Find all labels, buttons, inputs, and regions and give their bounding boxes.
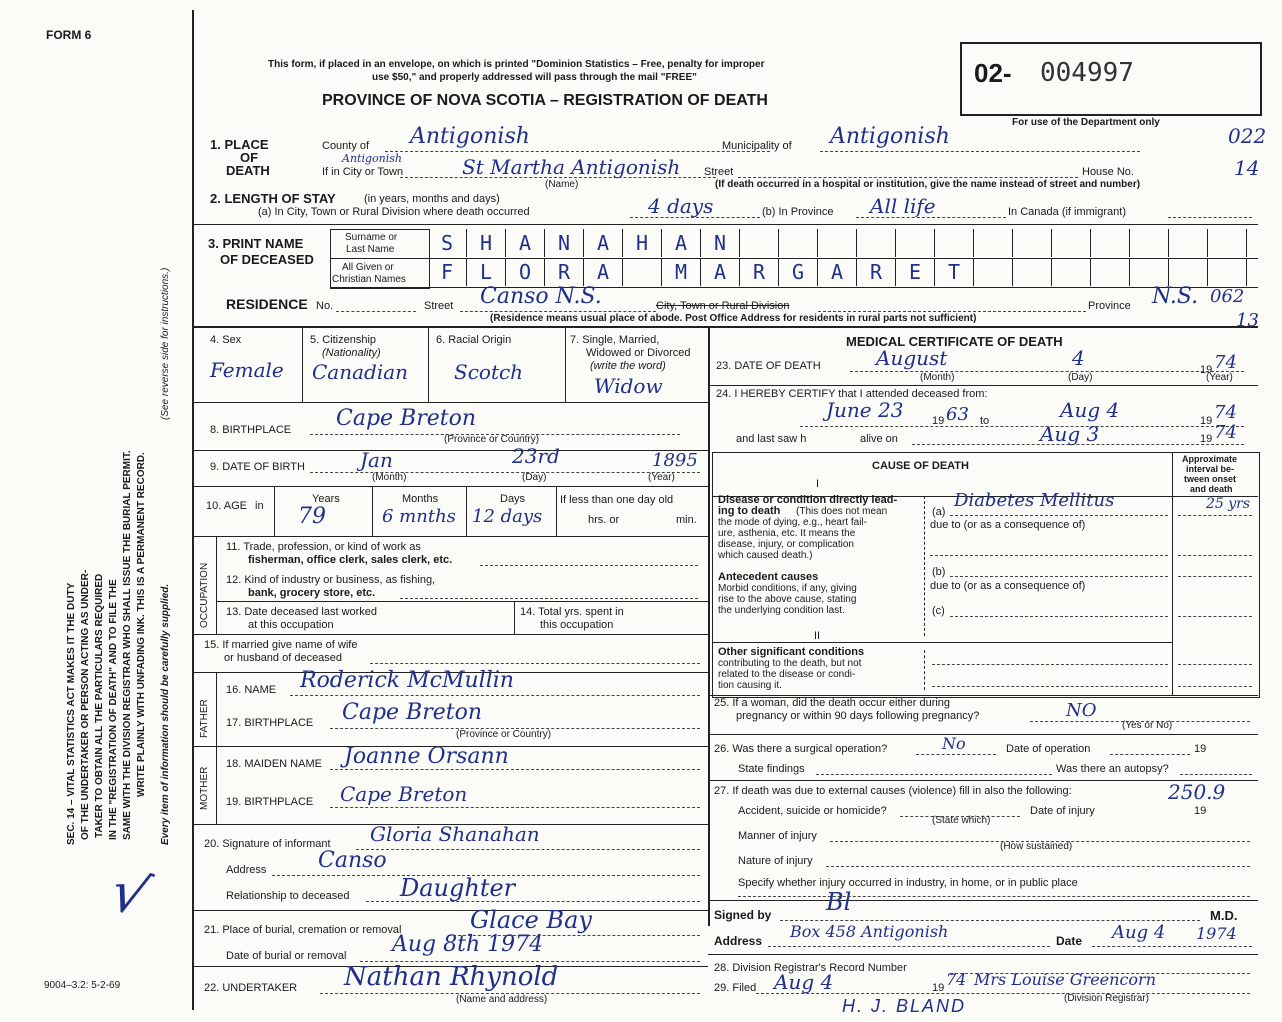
pregnancy-value: NO xyxy=(1066,700,1097,721)
relationship-label: Relationship to deceased xyxy=(226,890,350,902)
direct-cause-5: ure, asthenia, etc. It means the xyxy=(718,528,856,539)
name-letter-box xyxy=(857,229,896,257)
city-value: Antigonish xyxy=(342,152,402,165)
interval-label-4: and death xyxy=(1190,484,1233,494)
name-letter-box: R xyxy=(857,258,896,286)
death-year-hint: (Year) xyxy=(1206,372,1233,383)
name-letter-box xyxy=(974,258,1013,286)
municipality-label: Municipality of xyxy=(722,140,792,152)
years-label: Years xyxy=(312,493,340,505)
industry-label-1: 12. Kind of industry or business, as fishing, xyxy=(226,574,436,586)
interval-label-2: interval be- xyxy=(1186,464,1235,474)
last-saw-year: 74 xyxy=(1214,422,1237,443)
instructions-line5: SAME WITH THE DIVISION REGISTRAR WHO SHALL ISSUE THE BURIAL PERMIT. xyxy=(122,450,133,840)
length-of-stay-hint: (in years, months and days) xyxy=(364,193,500,205)
name-letter-box xyxy=(1130,258,1169,286)
father-name-value: Roderick McMullin xyxy=(300,668,514,693)
residence-province-label: Province xyxy=(1088,300,1131,312)
mother-maiden-value: Joanne Orsann xyxy=(344,744,509,769)
informant-address-label: Address xyxy=(226,864,267,876)
pregnancy-label-1: 25. If a woman, did the death occur either during xyxy=(714,697,951,709)
name-letter-box: F xyxy=(428,258,467,286)
length-of-stay-label: 2. LENGTH OF STAY xyxy=(210,191,336,206)
age-in-label: in xyxy=(255,500,264,512)
age-years-value: 79 xyxy=(298,504,326,529)
name-letter-box xyxy=(1208,229,1247,257)
last-saw-label: and last saw h xyxy=(736,433,807,445)
name-letter-box xyxy=(740,229,779,257)
name-letter-box xyxy=(818,229,857,257)
accident-label: Accident, suicide or homicide? xyxy=(738,805,887,817)
direct-cause-2: ing to death xyxy=(718,505,781,517)
total-years-label-2: this occupation xyxy=(540,619,614,631)
signed-by-value: Bl xyxy=(826,888,852,916)
last-worked-label-1: 13. Date deceased last worked xyxy=(226,606,378,618)
burial-date-label: Date of burial or removal xyxy=(226,950,347,962)
mother-maiden-label: 18. MAIDEN NAME xyxy=(226,758,322,770)
filed-year: 74 xyxy=(946,970,967,989)
undertaker-hint: (Name and address) xyxy=(456,994,548,1005)
age-months-value: 6 mnths xyxy=(382,506,456,527)
name-letter-box xyxy=(1013,229,1052,257)
print-name-label-2: OF DECEASED xyxy=(220,252,314,267)
residence-province-value: N.S. xyxy=(1152,284,1199,309)
operation-year-prefix: 19 xyxy=(1194,743,1207,755)
interval-label-3: tween onset xyxy=(1184,474,1237,484)
surgery-value: No xyxy=(942,734,966,753)
informant-address-value: Canso xyxy=(318,848,387,873)
pregnancy-hint: (Yes or No) xyxy=(1122,720,1173,731)
father-birthplace-value: Cape Breton xyxy=(342,700,483,725)
print-code: 9004–3.2: 5-2-69 xyxy=(44,980,121,991)
state-which-hint: (State which) xyxy=(932,815,991,826)
residence-street-value: Canso N.S. xyxy=(480,284,602,309)
direct-cause-1: Disease or condition directly lead- xyxy=(718,494,898,506)
place-label-3: DEATH xyxy=(226,163,270,178)
spouse-label-2: or husband of deceased xyxy=(224,652,343,664)
registration-number: 004997 xyxy=(1040,58,1134,88)
nature-label: Nature of injury xyxy=(738,855,813,867)
due-to-label-2: due to (or as a consequence of) xyxy=(930,580,1086,592)
filed-year-prefix: 19 xyxy=(932,982,945,994)
attended-from-year-prefix: 19 xyxy=(932,415,945,427)
municipality-value: Antigonish xyxy=(830,124,950,149)
racial-value: Scotch xyxy=(454,360,524,384)
form-title: PROVINCE OF NOVA SCOTIA – REGISTRATION OF DEATH xyxy=(322,92,768,109)
burial-place-value: Glace Bay xyxy=(470,906,592,934)
cause-a-interval: 25 yrs xyxy=(1206,496,1251,512)
marital-label-2: Widowed or Divorced xyxy=(586,347,691,359)
name-letter-box xyxy=(623,258,662,286)
dept-code-4: 13 xyxy=(1236,310,1259,331)
injury-date-label: Date of injury xyxy=(1030,805,1095,817)
age-days-value: 12 days xyxy=(472,506,543,527)
trade-label-1: 11. Trade, profession, or kind of work as xyxy=(226,541,421,553)
instructions-line3: TAKER TO OBTAIN ALL THE PARTICULARS REQUIRED xyxy=(94,573,105,838)
attended-from: June 23 xyxy=(826,398,904,422)
form-number: FORM 6 xyxy=(46,28,92,42)
last-saw-date: Aug 3 xyxy=(1040,422,1100,446)
months-label: Months xyxy=(402,493,439,505)
other-4: tion causing it. xyxy=(718,680,782,691)
antecedent-4: the underlying condition last. xyxy=(718,605,845,616)
residence-hint: (Residence means usual place of abode. Post Office Address for residents in rural parts not sufficient) xyxy=(490,313,977,324)
interval-label-1: Approximate xyxy=(1182,454,1238,464)
direct-cause-3: (This does not mean xyxy=(796,506,888,517)
dob-label: 9. DATE OF BIRTH xyxy=(210,461,305,473)
father-birthplace-hint: (Province or Country) xyxy=(456,729,552,740)
father-side-label: FATHER xyxy=(199,699,210,738)
name-letter-box: A xyxy=(662,229,701,257)
dob-day: 23rd xyxy=(512,444,560,468)
name-letter-box: T xyxy=(935,258,974,286)
instructions-line2: OF THE UNDERTAKER OR PERSON ACTING AS UNDER- xyxy=(80,569,91,840)
mother-side-label: MOTHER xyxy=(199,766,210,810)
birthplace-hint: (Province or Country) xyxy=(444,434,540,445)
operation-date-label: Date of operation xyxy=(1006,743,1091,755)
less-than-day-label: If less than one day old xyxy=(560,494,674,506)
department-use-label: For use of the Department only xyxy=(1012,117,1160,128)
manner-label: Manner of injury xyxy=(738,830,817,842)
street-value: St Martha Antigonish xyxy=(462,155,681,179)
name-letter-box xyxy=(935,229,974,257)
residence-division-label: City, Town or Rural Division xyxy=(656,300,790,312)
name-letter-box xyxy=(896,229,935,257)
birthplace-label: 8. BIRTHPLACE xyxy=(210,424,292,436)
name-letter-box xyxy=(1013,258,1052,286)
name-letter-box: E xyxy=(896,258,935,286)
citizenship-value: Canadian xyxy=(312,360,409,384)
min-label: min. xyxy=(676,514,697,526)
undertaker-label: 22. UNDERTAKER xyxy=(204,982,298,994)
dob-year-hint: (Year) xyxy=(648,472,675,483)
attended-to: Aug 4 xyxy=(1060,398,1120,422)
dept-code-3: 062 xyxy=(1210,286,1245,307)
name-letter-box xyxy=(1091,258,1130,286)
stay-province-label: (b) In Province xyxy=(762,206,834,218)
place-label-2: OF xyxy=(240,150,259,165)
cause-a-label: (a) xyxy=(932,506,946,518)
name-letter-box: R xyxy=(545,258,584,286)
dept-code-1: 022 xyxy=(1228,124,1267,148)
mother-birthplace-label: 19. BIRTHPLACE xyxy=(226,796,314,808)
death-day: 4 xyxy=(1072,346,1085,370)
name-letter-box: A xyxy=(818,258,857,286)
stay-province-value: All life xyxy=(870,194,936,218)
signature-address-value: Box 458 Antigonish xyxy=(790,922,949,941)
antecedent-3: rise to the above cause, stating xyxy=(718,594,857,605)
other-3: related to the disease or condi- xyxy=(718,669,856,680)
undertaker-value: Nathan Rhynold xyxy=(344,962,559,992)
informant-sig-value: Gloria Shanahan xyxy=(370,822,540,846)
other-1: Other significant conditions xyxy=(718,646,865,658)
medical-title: MEDICAL CERTIFICATE OF DEATH xyxy=(846,334,1063,349)
sex-value: Female xyxy=(210,358,284,382)
signature-address-label: Address xyxy=(714,934,763,948)
father-name-label: 16. NAME xyxy=(226,684,277,696)
record-number-label: 28. Division Registrar's Record Number xyxy=(714,962,907,974)
careful-note: Every item of information should be carefully supplied. xyxy=(160,583,171,845)
county-label: County of xyxy=(322,140,370,152)
antecedent-2: Morbid conditions, if any, giving xyxy=(718,583,857,594)
spouse-label-1: 15. If married give name of wife xyxy=(204,639,358,651)
county-value: Antigonish xyxy=(410,124,530,149)
given-label-1: All Given or xyxy=(342,262,394,273)
citizenship-sub: (Nationality) xyxy=(322,347,381,359)
dob-month: Jan xyxy=(360,448,393,472)
direct-cause-6: disease, injury, or complication xyxy=(718,539,854,550)
instructions-line4: IN THE "REGISTRATION OF DEATH" AND TO FILE THE xyxy=(108,579,119,840)
signature-date-label: Date xyxy=(1056,934,1083,948)
direct-cause-4: the mode of dying, e.g., heart fail- xyxy=(718,517,867,528)
death-year-prefix: 19 xyxy=(1200,364,1213,376)
racial-label: 6. Racial Origin xyxy=(436,334,512,346)
direct-cause-7: which caused death.) xyxy=(718,550,813,561)
citizenship-label: 5. Citizenship xyxy=(310,334,377,346)
name-letter-box xyxy=(974,229,1013,257)
days-label: Days xyxy=(500,493,526,505)
state-findings-label: State findings xyxy=(738,763,805,775)
street-label: Street xyxy=(704,166,734,178)
marital-label-3: (write the word) xyxy=(590,360,666,372)
instructions-line1: SEC. 14 – VITAL STATISTICS ACT MAKES IT THE DUTY xyxy=(66,582,77,845)
name-letter-box xyxy=(1091,229,1130,257)
name-letter-box xyxy=(1130,229,1169,257)
name-letter-box: R xyxy=(740,258,779,286)
signature-date-value: Aug 4 xyxy=(1112,922,1166,943)
stay-city-label: (a) In City, Town or Rural Division where death occurred xyxy=(258,206,530,218)
cause-title: CAUSE OF DEATH xyxy=(872,460,969,472)
attended-from-year: 63 xyxy=(946,404,969,425)
instructions-line6: WRITE PLAINLY WITH UNFADING INK. THIS IS A PERMANENT RECORD. xyxy=(136,452,147,797)
due-to-label-1: due to (or as a consequence of) xyxy=(930,519,1086,531)
name-letter-box: A xyxy=(584,229,623,257)
industry-label-2: bank, grocery store, etc. xyxy=(248,587,376,599)
antecedent-1: Antecedent causes xyxy=(718,571,819,583)
form-left-rule xyxy=(192,10,194,1010)
name-letter-box: A xyxy=(506,229,545,257)
total-years-label-1: 14. Total yrs. spent in xyxy=(520,606,624,618)
mail-notice-line2: use $50," and properly addressed will pass through the mail "FREE" xyxy=(372,72,697,83)
injury-year-prefix: 19 xyxy=(1194,805,1207,817)
how-sustained-hint: (How sustained) xyxy=(1000,841,1073,852)
surname-label-1: Surname or xyxy=(345,232,398,243)
cause-b-label: (b) xyxy=(932,566,946,578)
death-month: August xyxy=(876,346,948,370)
street-name-hint: (Name) xyxy=(545,179,579,190)
name-letter-box: N xyxy=(545,229,584,257)
dept-code-2: 14 xyxy=(1234,156,1260,180)
stay-canada-label: In Canada (if immigrant) xyxy=(1008,206,1126,218)
death-year: 74 xyxy=(1214,352,1237,373)
certify-label: 24. I HEREBY CERTIFY that I attended deceased from: xyxy=(716,388,988,400)
attended-to-year-prefix: 19 xyxy=(1200,415,1213,427)
autopsy-label: Was there an autopsy? xyxy=(1056,763,1169,775)
birthplace-value: Cape Breton xyxy=(336,406,477,431)
relationship-value: Daughter xyxy=(400,874,516,902)
signature-date-year: 1974 xyxy=(1196,924,1237,943)
name-letter-box: M xyxy=(662,258,701,286)
dob-day-hint: (Day) xyxy=(522,472,547,483)
name-letter-box: O xyxy=(506,258,545,286)
filed-label: 29. Filed xyxy=(714,982,757,994)
external-cause-label: 27. If death was due to external causes (violence) fill in also the following: xyxy=(714,785,1072,797)
place-label-1: 1. PLACE xyxy=(210,137,269,152)
name-letter-box xyxy=(779,229,818,257)
name-letter-box xyxy=(1169,258,1208,286)
roman-one: I xyxy=(816,478,820,490)
dob-month-hint: (Month) xyxy=(372,472,407,483)
external-cause-code: 250.9 xyxy=(1168,780,1226,804)
mother-birthplace-value: Cape Breton xyxy=(340,782,468,806)
burial-date-value: Aug 8th 1974 xyxy=(392,932,544,957)
trade-label-2: fisherman, office clerk, sales clerk, etc. xyxy=(248,554,453,566)
reverse-side-note: (See reverse side for instructions.) xyxy=(160,267,171,420)
specify-label: Specify whether injury occurred in industry, in home, or in public place xyxy=(738,877,1078,889)
print-name-label-1: 3. PRINT NAME xyxy=(208,236,304,251)
name-letter-box: A xyxy=(701,258,740,286)
hospital-hint: (If death occurred in a hospital or institution, give the name instead of street and number) xyxy=(715,179,1141,190)
residence-street-label: Street xyxy=(424,300,454,312)
name-letter-box: H xyxy=(467,229,506,257)
death-day-hint: (Day) xyxy=(1068,372,1093,383)
last-saw-label-2: alive on xyxy=(860,433,898,445)
md-label: M.D. xyxy=(1210,908,1238,923)
signed-by-label: Signed by xyxy=(714,908,772,922)
father-birthplace-label: 17. BIRTHPLACE xyxy=(226,717,314,729)
roman-two: II xyxy=(814,630,821,642)
name-letter-box: H xyxy=(623,229,662,257)
other-2: contributing to the death, but not xyxy=(718,658,862,669)
last-saw-year-prefix: 19 xyxy=(1200,433,1213,445)
pregnancy-label-2: pregnancy or within 90 days following pregnancy? xyxy=(736,710,980,722)
name-letter-box: L xyxy=(467,258,506,286)
death-date-label: 23. DATE OF DEATH xyxy=(716,360,821,372)
last-worked-label-2: at this occupation xyxy=(248,619,334,631)
name-letter-box: A xyxy=(584,258,623,286)
marital-value: Widow xyxy=(594,374,663,398)
house-label: House No. xyxy=(1082,166,1134,178)
name-letter-box: G xyxy=(779,258,818,286)
residence-label: RESIDENCE xyxy=(226,296,308,312)
name-letter-box: S xyxy=(428,229,467,257)
name-letter-box: N xyxy=(701,229,740,257)
sex-label: 4. Sex xyxy=(210,334,242,346)
name-letter-box xyxy=(1052,258,1091,286)
name-letter-box xyxy=(1169,229,1208,257)
cause-c-label: (c) xyxy=(932,605,945,617)
burial-place-label: 21. Place of burial, cremation or removal xyxy=(204,924,402,936)
stay-city-value: 4 days xyxy=(648,194,714,218)
surgery-label: 26. Was there a surgical operation? xyxy=(714,743,888,755)
registration-number-box xyxy=(960,42,1262,116)
registrar-stamp: H. J. BLAND xyxy=(842,996,967,1016)
surname-label-2: Last Name xyxy=(346,244,395,255)
hrs-label: hrs. or xyxy=(588,514,620,526)
city-label: If in City or Town xyxy=(322,166,404,178)
cause-a-value: Diabetes Mellitus xyxy=(954,490,1115,511)
informant-sig-label: 20. Signature of informant xyxy=(204,838,331,850)
name-letter-box xyxy=(1052,229,1091,257)
dob-year: 1895 xyxy=(652,450,698,471)
name-letter-box xyxy=(1208,258,1247,286)
to-label: to xyxy=(980,415,990,427)
occupation-side-label: OCCUPATION xyxy=(199,562,210,628)
filed-value: Aug 4 xyxy=(774,970,834,994)
age-label: 10. AGE xyxy=(206,500,247,512)
attended-to-year: 74 xyxy=(1214,402,1237,423)
mail-notice-line1: This form, if placed in an envelope, on which is printed "Dominion Statistics – Free, penalty for improper xyxy=(268,59,765,70)
registration-prefix: 02- xyxy=(974,58,1012,88)
residence-no-label: No. xyxy=(316,300,334,312)
check-mark: √ xyxy=(102,858,157,931)
given-label-2: Christian Names xyxy=(332,274,406,285)
death-month-hint: (Month) xyxy=(920,372,955,383)
marital-label-1: 7. Single, Married, xyxy=(570,334,660,346)
registrar-hint: (Division Registrar) xyxy=(1064,993,1150,1004)
registrar-name: Mrs Louise Greencorn xyxy=(974,970,1156,989)
